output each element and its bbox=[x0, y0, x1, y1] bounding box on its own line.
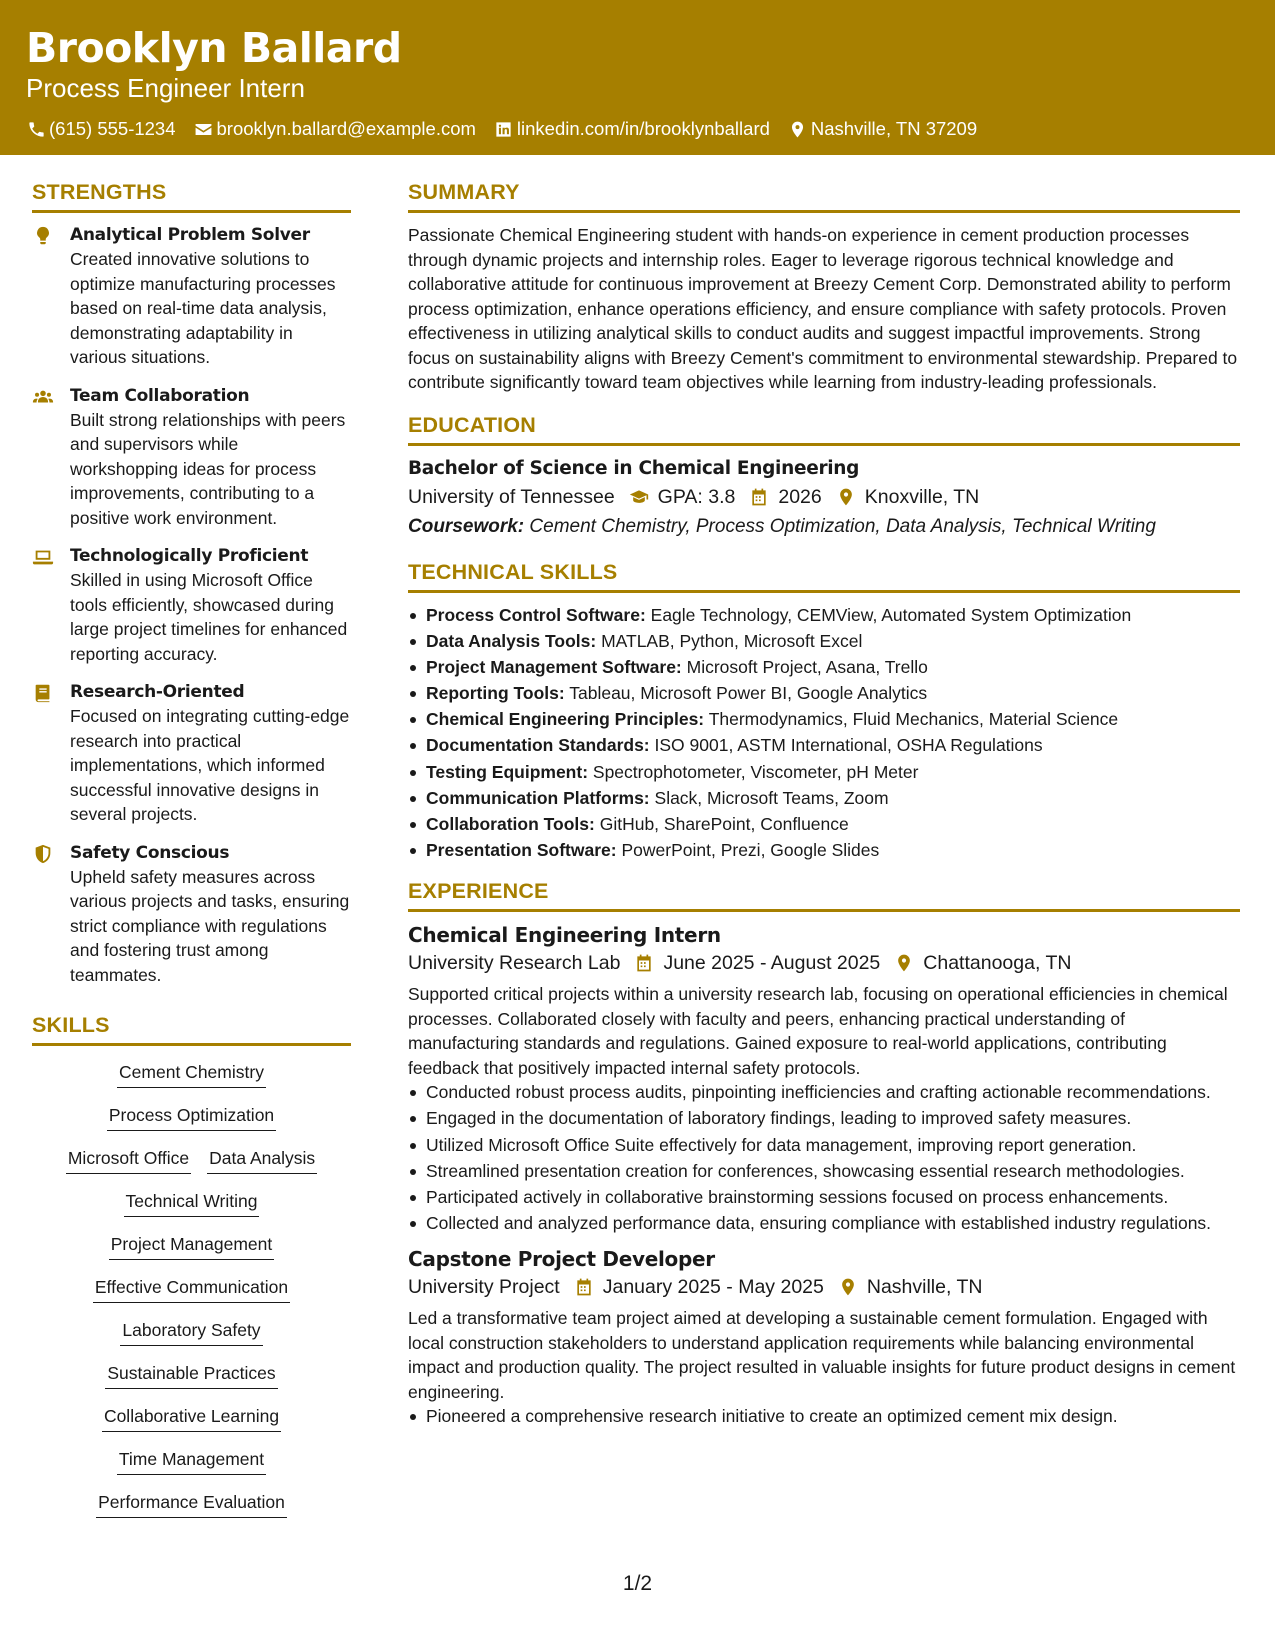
strength-title: Technologically Proficient bbox=[70, 546, 309, 566]
skill-tag: Process Optimization bbox=[107, 1103, 276, 1131]
list-item: Pioneered a comprehensive research initiative to create an optimized cement mix design. bbox=[408, 1404, 1240, 1429]
experience-heading: EXPERIENCE bbox=[408, 877, 1240, 912]
skill-tag: Cement Chemistry bbox=[117, 1060, 266, 1088]
strength-description: Upheld safety measures across various projects and tasks, ensuring strict compliance with regulations and fostering trust among teammates. bbox=[70, 866, 350, 985]
strength-item bbox=[32, 223, 351, 370]
summary-text: Passionate Chemical Engineering student with hands-on experience in cement production processes through dynamic projects and internship roles. Eager to leverage rigorous technical knowledge and collaborative attitude for continuous improvement at Breezy Cement Corp. Demonstrated ability to perform process optimization, enhance operations efficiency, and ensure compliance with safety protocols. Proven effectiveness in utilizing analytical skills to conduct audits and suggest impactful improvements. Strong focus on sustainability aligns with Breezy Cement's commitment to environmental stewardship. Prepared to contribute significantly toward team objectives while learning from industry-leading professionals. bbox=[408, 225, 1238, 392]
strength-title: Safety Conscious bbox=[70, 842, 230, 863]
skill-tag: Laboratory Safety bbox=[120, 1318, 262, 1346]
resume-header bbox=[0, 0, 1275, 155]
education-gpa: GPA: 3.8 bbox=[657, 485, 736, 508]
strength-description: Created innovative solutions to optimize manufacturing processes based on real-time data analysis, demonstrating adaptability in various situations. bbox=[70, 249, 336, 367]
strength-description: Built strong relationships with peers and supervisors while workshopping ideas for process improvements, contributing to a positive work environment. bbox=[70, 409, 346, 528]
map-pin-icon bbox=[838, 1277, 858, 1297]
list-item: Presentation Software: PowerPoint, Prezi, Google Slides bbox=[408, 838, 1240, 863]
coursework-label: Coursework: bbox=[408, 515, 525, 537]
email-text[interactable]: brooklyn.ballard@example.com bbox=[216, 118, 476, 139]
candidate-name: Brooklyn Ballard bbox=[26, 24, 402, 72]
job-location: Chattanooga, TN bbox=[923, 952, 1072, 975]
book-icon bbox=[32, 691, 54, 708]
list-item: Engaged in the documentation of laboratory findings, leading to improved safety measures. bbox=[408, 1106, 1240, 1131]
skill-tag: Performance Evaluation bbox=[96, 1490, 287, 1518]
users-icon bbox=[32, 395, 54, 412]
map-pin-icon bbox=[836, 487, 856, 507]
strength-title: Research-Oriented bbox=[70, 682, 245, 702]
education-year: 2026 bbox=[778, 485, 822, 508]
contact-phone bbox=[26, 118, 176, 140]
job-dates: January 2025 - May 2025 bbox=[602, 1276, 824, 1299]
technical-skills-list bbox=[408, 603, 1240, 864]
experience-entry bbox=[408, 922, 1240, 1236]
linkedin-icon bbox=[494, 119, 514, 139]
calendar-icon bbox=[574, 1277, 594, 1297]
linkedin-text[interactable]: linkedin.com/in/brooklynballard bbox=[516, 118, 770, 139]
job-description: Led a transformative team project aimed at developing a sustainable cement formulation. Engaged with local construction stakeholders to understand application requirements while balancing environmental impact and production quality. The project resulted in valuable insights for future product designs in cement engineering. bbox=[408, 1308, 1236, 1402]
graduation-cap-icon bbox=[629, 487, 649, 507]
list-item: Chemical Engineering Principles: Thermodynamics, Fluid Mechanics, Material Science bbox=[408, 707, 1240, 732]
education-school: University of Tennessee bbox=[408, 485, 615, 508]
experience-entry bbox=[408, 1246, 1240, 1429]
job-org: University Project bbox=[408, 1276, 560, 1299]
job-location: Nashville, TN bbox=[866, 1276, 983, 1299]
job-meta bbox=[408, 1272, 1240, 1302]
list-item: Collected and analyzed performance data, ensuring compliance with established industry regulations. bbox=[408, 1211, 1240, 1236]
list-item: Communication Platforms: Slack, Microsoft Teams, Zoom bbox=[408, 786, 1240, 811]
job-meta bbox=[408, 948, 1240, 978]
strength-title: Team Collaboration bbox=[70, 385, 250, 406]
job-bullets bbox=[408, 1080, 1240, 1236]
coursework-text: Cement Chemistry, Process Optimization, Data Analysis, Technical Writing bbox=[529, 515, 1156, 537]
skills-list bbox=[32, 1056, 351, 1533]
education-heading: EDUCATION bbox=[408, 411, 1240, 446]
list-item: Utilized Microsoft Office Suite effectively for data management, improving report generation. bbox=[408, 1133, 1240, 1158]
strengths-heading: STRENGTHS bbox=[32, 178, 351, 213]
strength-description: Focused on integrating cutting-edge research into practical implementations, which informed successful innovative designs in several projects. bbox=[70, 706, 350, 824]
contact-linkedin[interactable] bbox=[494, 118, 770, 140]
list-item: Streamlined presentation creation for conferences, showcasing essential research methodologies. bbox=[408, 1159, 1240, 1184]
job-description: Supported critical projects within a university research lab, focusing on operational efficiencies in chemical processes. Collaborated closely with faculty and peers, enhancing practical understanding of manufacturing standards and regulations. Gained exposure to real-world applications, contributing feedback that positively impacted internal safety protocols. bbox=[408, 984, 1228, 1078]
location-text: Nashville, TN 37209 bbox=[810, 118, 978, 139]
education-meta bbox=[408, 482, 1240, 512]
list-item: Reporting Tools: Tableau, Microsoft Power BI, Google Analytics bbox=[408, 681, 1240, 706]
map-pin-icon bbox=[788, 119, 808, 139]
job-bullets bbox=[408, 1404, 1240, 1429]
phone-text: (615) 555-1234 bbox=[49, 118, 176, 139]
calendar-icon bbox=[634, 953, 654, 973]
strength-item bbox=[32, 384, 351, 531]
calendar-icon bbox=[749, 487, 769, 507]
lightbulb-icon bbox=[32, 234, 54, 251]
skill-tag: Project Management bbox=[109, 1232, 274, 1260]
job-dates: June 2025 - August 2025 bbox=[663, 952, 881, 975]
envelope-icon bbox=[194, 119, 214, 139]
job-title: Chemical Engineering Intern bbox=[408, 923, 721, 948]
list-item: Testing Equipment: Spectrophotometer, Viscometer, pH Meter bbox=[408, 760, 1240, 785]
page-number: 1/2 bbox=[622, 1572, 653, 1595]
strength-item bbox=[32, 841, 351, 988]
list-item: Project Management Software: Microsoft Project, Asana, Trello bbox=[408, 655, 1240, 680]
skill-tag: Time Management bbox=[117, 1447, 266, 1475]
contact-location bbox=[788, 118, 977, 140]
skill-tag: Microsoft Office bbox=[66, 1146, 191, 1174]
right-column bbox=[408, 178, 1240, 1439]
education-degree: Bachelor of Science in Chemical Engineering bbox=[408, 457, 860, 479]
shield-icon bbox=[32, 852, 54, 869]
job-title: Capstone Project Developer bbox=[408, 1247, 715, 1272]
summary-heading: SUMMARY bbox=[408, 178, 1240, 213]
list-item: Process Control Software: Eagle Technology, CEMView, Automated System Optimization bbox=[408, 603, 1240, 628]
strength-description: Skilled in using Microsoft Office tools efficiently, showcased during large project timelines for enhanced reporting accuracy. bbox=[70, 570, 348, 664]
education-coursework bbox=[408, 512, 1240, 542]
strength-title: Analytical Problem Solver bbox=[70, 225, 310, 245]
strength-item bbox=[32, 680, 351, 827]
education-location: Knoxville, TN bbox=[864, 485, 980, 508]
skill-tag: Data Analysis bbox=[207, 1146, 317, 1174]
map-pin-icon bbox=[894, 953, 914, 973]
list-item: Collaboration Tools: GitHub, SharePoint, Confluence bbox=[408, 812, 1240, 837]
left-column bbox=[32, 178, 351, 1533]
strength-item bbox=[32, 544, 351, 666]
list-item: Conducted robust process audits, pinpointing inefficiencies and crafting actionable recommendations. bbox=[408, 1080, 1240, 1105]
skill-tag: Effective Communication bbox=[93, 1275, 290, 1303]
list-item: Data Analysis Tools: MATLAB, Python, Microsoft Excel bbox=[408, 629, 1240, 654]
contact-email[interactable] bbox=[194, 118, 476, 140]
skill-tag: Technical Writing bbox=[124, 1189, 260, 1217]
candidate-role: Process Engineer Intern bbox=[26, 73, 305, 103]
phone-icon bbox=[26, 119, 46, 139]
skill-tag: Sustainable Practices bbox=[105, 1361, 277, 1389]
skills-heading: SKILLS bbox=[32, 1011, 351, 1046]
list-item: Participated actively in collaborative brainstorming sessions focused on process enhancements. bbox=[408, 1185, 1240, 1210]
technical-skills-heading: TECHNICAL SKILLS bbox=[408, 558, 1240, 593]
job-org: University Research Lab bbox=[408, 952, 621, 975]
laptop-icon bbox=[32, 555, 54, 572]
contact-bar bbox=[26, 118, 1249, 140]
skill-tag: Collaborative Learning bbox=[102, 1404, 281, 1432]
list-item: Documentation Standards: ISO 9001, ASTM International, OSHA Regulations bbox=[408, 733, 1240, 758]
